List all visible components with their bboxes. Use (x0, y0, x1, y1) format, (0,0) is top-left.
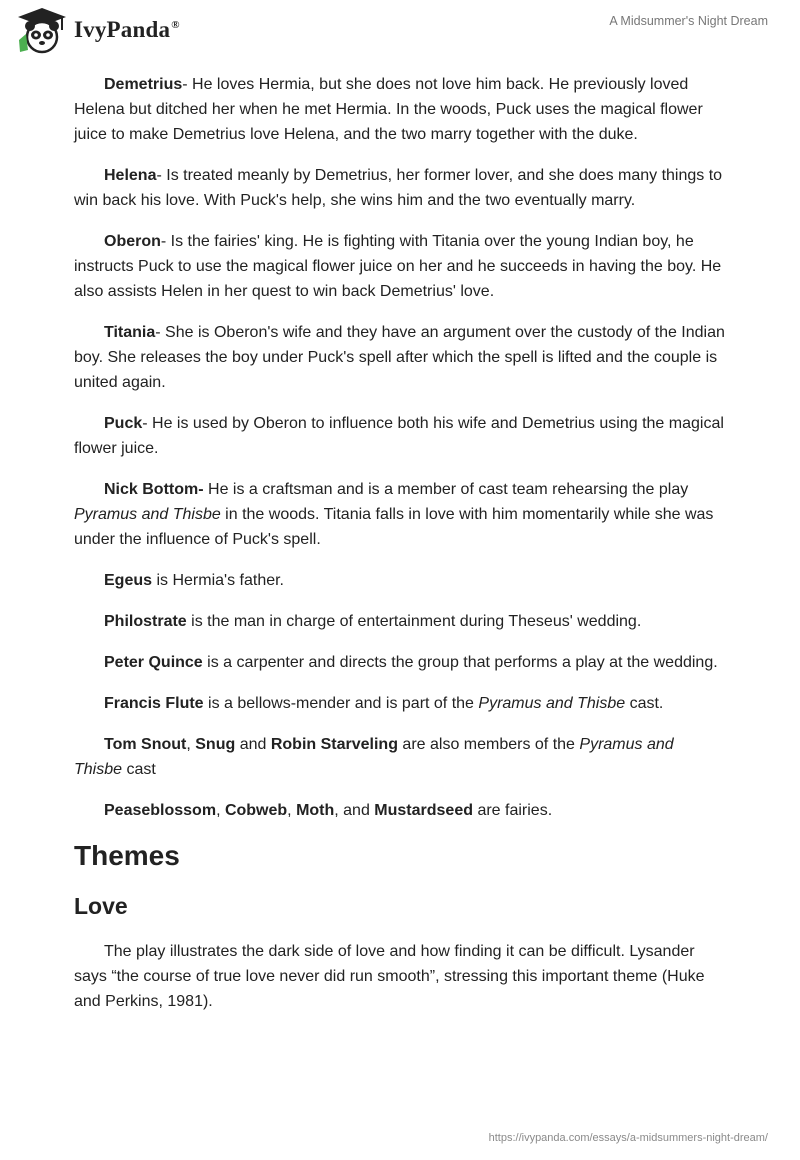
paragraph-demetrius: Demetrius- He loves Hermia, but she does not love him back. He previously loved Helena but ditched her when he met Hermia. In the woods, Puck uses the magical flower juice to make Demetrius love Helena, and the two marry together with the duke. (74, 76, 703, 143)
panda-logo-icon (16, 6, 68, 54)
footer-url[interactable]: https://ivypanda.com/essays/a-midsummers-night-dream/ (488, 1132, 768, 1144)
paragraph-peter-quince: Peter Quince is a carpenter and directs the group that performs a play at the wedding. (104, 654, 718, 671)
themes-heading: Themes (74, 840, 180, 871)
page-header (0, 0, 800, 64)
brand-name: IvyPanda® (74, 17, 180, 42)
ivypanda-logo[interactable] (16, 6, 180, 54)
paragraph-francis-flute: Francis Flute is a bellows-mender and is part of the Pyramus and Thisbe cast. (104, 695, 664, 712)
paragraph-oberon: Oberon- Is the fairies' king. He is fighting with Titania over the young Indian boy, he instructs Puck to use the magical flower juice on her and he succeeds in having the boy. He also assists Helen in her quest to win back Demetrius' love. (74, 233, 722, 300)
paragraph-helena: Helena- Is treated meanly by Demetrius, her former lover, and she does many things to win back his love. With Puck's help, she wins him and the two eventually marry. (74, 167, 723, 209)
paragraph-tom-snout: Tom Snout, Snug and Robin Starveling are also members of the Pyramus and Thisbe cast (74, 736, 674, 778)
love-heading: Love (74, 893, 128, 919)
essay-content (74, 72, 726, 1030)
document-title: A Midsummer's Night Dream (609, 14, 768, 28)
paragraph-philostrate: Philostrate is the man in charge of entertainment during Theseus' wedding. (104, 613, 642, 630)
paragraph-love: The play illustrates the dark side of love and how finding it can be difficult. Lysander says “the course of true love never did run smooth”, stressing this important theme (Huke and Perkins, 1981). (74, 943, 705, 1010)
paragraph-fairies: Peaseblossom, Cobweb, Moth, and Mustardseed are fairies. (104, 802, 553, 819)
paragraph-egeus: Egeus is Hermia's father. (104, 572, 284, 589)
paragraph-nick-bottom: Nick Bottom- He is a craftsman and is a member of cast team rehearsing the play Pyramus and Thisbe in the woods. Titania falls in love with him momentarily while she was under the influence of Puck's spell. (74, 481, 714, 548)
paragraph-titania: Titania- She is Oberon's wife and they have an argument over the custody of the Indian boy. She releases the boy under Puck's spell after which the spell is lifted and the couple is united again. (74, 324, 725, 391)
paragraph-puck: Puck- He is used by Oberon to influence both his wife and Demetrius using the magical flower juice. (74, 415, 724, 457)
